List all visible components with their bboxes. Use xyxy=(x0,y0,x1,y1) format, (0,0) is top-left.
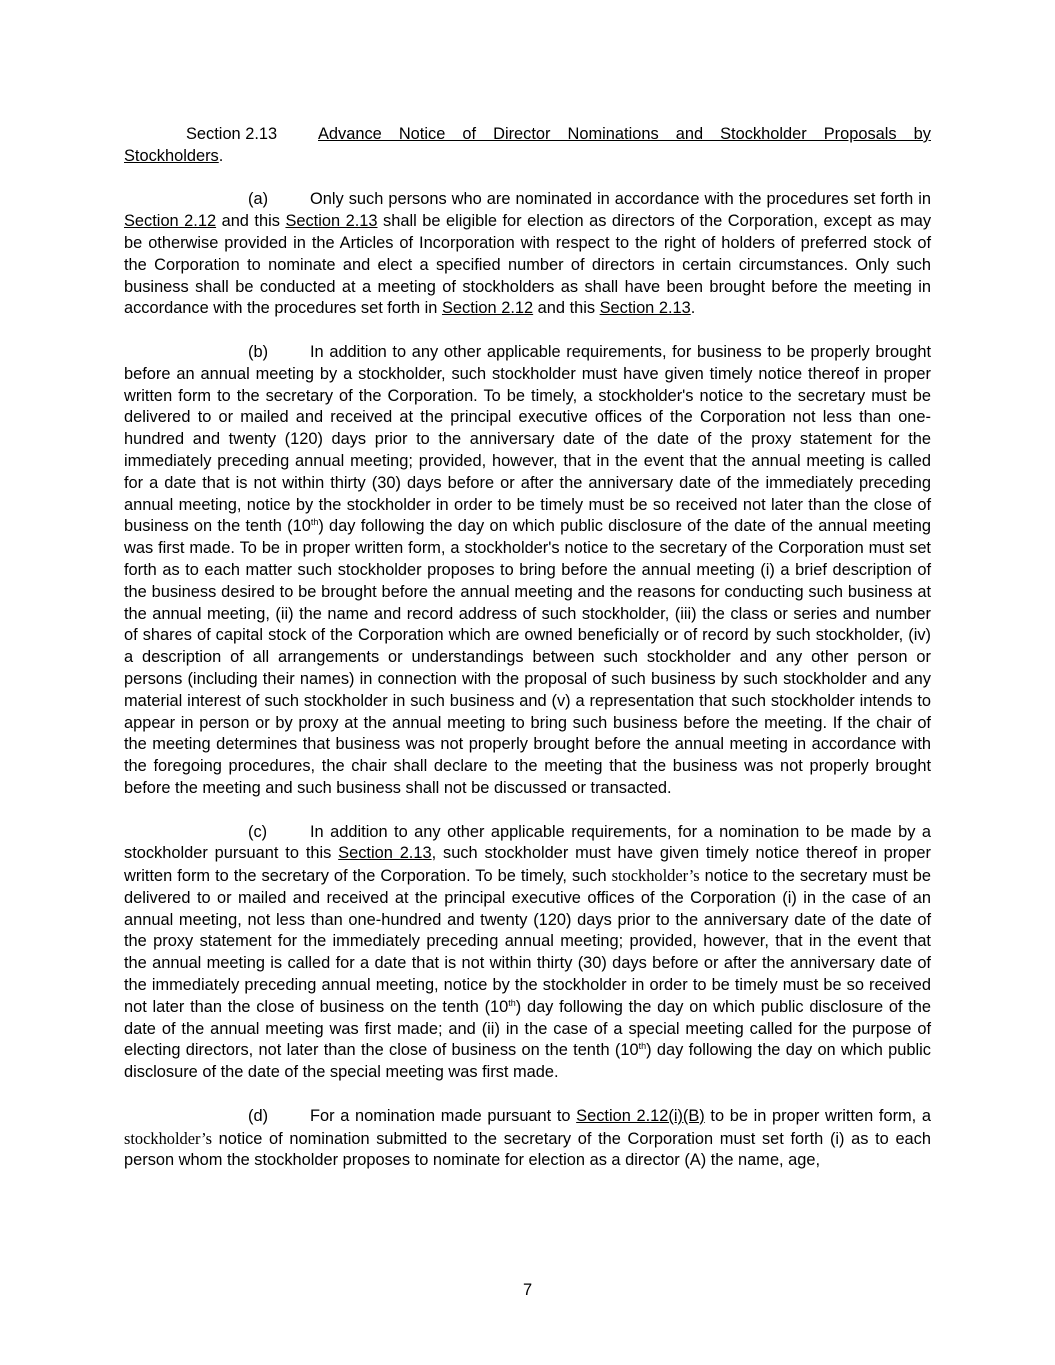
cross-reference: Section 2.12(i)(B) xyxy=(576,1106,705,1125)
paragraph-label: (c) xyxy=(248,822,268,841)
cross-reference: Section 2.12 xyxy=(124,212,217,231)
paragraph-label: (a) xyxy=(248,190,269,209)
page-number: 7 xyxy=(522,1281,533,1299)
section-heading: Section 2.13 Advance Notice of Director Nominations and Stockholder Proposals by Stockholders. xyxy=(124,125,931,165)
cross-reference: Section 2.13 xyxy=(338,844,432,863)
document-page xyxy=(124,124,931,1194)
paragraph-a: (a) Only such persons who are nominated in accordance with the procedures set forth in Section 2.12 and this Section 2.13 shall be eligible for election as directors of the Corporation, except as may be otherwise provided in the Articles of Incorporation with respect to the right of holders of preferred stock of the Corporation to nominate and elect a specified number of directors in certain circumstances. Only such business shall be conducted at a meeting of stockholders as shall have been brought before the meeting in accordance with the procedures set forth in Section 2.12 and this Section 2.13. xyxy=(124,190,932,318)
cross-reference: Section 2.12 xyxy=(441,299,534,318)
cross-reference: Section 2.13 xyxy=(285,212,378,231)
ordinal-superscript: th xyxy=(508,997,516,1008)
paragraph-d: (d) For a nomination made pursuant to Section 2.12(i)(B) to be in proper written form, a stockholder’s notice of nomination submitted to the secretary of the Corporation must set forth (i) as to each person whom the stockholder proposes to nominate for election as a director (A) the name, age, xyxy=(124,1106,931,1170)
cross-reference: Section 2.13 xyxy=(599,299,691,318)
paragraph-b: (b) In addition to any other applicable requirements, for business to be properly brought before an annual meeting by a stockholder, such stockholder must have given timely notice thereof in proper written form to the secretary of the Corporation. To be timely, a stockholder's notice to the secretary must be delivered to or mailed and received at the principal executive offices of the Corporation not less than one-hundred and twenty (120) days prior to the anniversary date of the date of the proxy statement for the immediately preceding annual meeting; provided, however, that in the event that the annual meeting is called for a date that is not within thirty (30) days before or after the anniversary date of the immediately preceding annual meeting, notice by the stockholder in order to be timely must be so received not later than the close of business on the tenth (10th) day following the day on which public disclosure of the date of the annual meeting was first made. To be in proper written form, a stockholder's notice to the secretary of the Corporation must set forth as to each matter such stockholder proposes to bring before the annual meeting (i) a brief description of the business desired to be brought before the annual meeting and the reasons for conducting such business at the annual meeting, (ii) the name and record address of such stockholder, (iii) the class or series and number of shares of capital stock of the Corporation which are owned beneficially or of record by such stockholder, (iv) a description of all arrangements or understandings between such stockholder and any other person or persons (including their names) in connection with the proposal of such business by such stockholder and any material interest of such stockholder in such business and (v) a representation that such stockholder intends to appear in person or by proxy at the annual meeting to bring such business before the meeting. If the chair of the meeting determines that business was not properly brought before the annual meeting in accordance with the foregoing procedures, the chair shall declare to the meeting that the business was not properly brought before the meeting and such business shall not be discussed or transacted. xyxy=(124,342,931,797)
ordinal-superscript: th xyxy=(310,517,319,528)
paragraph-label: (b) xyxy=(248,342,269,361)
section-title: Advance Notice of Director Nominations and Stockholder Proposals by Stockholders xyxy=(124,125,931,165)
paragraph-c: (c) In addition to any other applicable requirements, for a nomination to be made by a stockholder pursuant to this Section 2.13, such stockholder must have given timely notice thereof in proper written form to the secretary of the Corporation. To be timely, such stockholder’s notice to the secretary must be delivered to or mailed and received at the principal executive offices of the Corporation (i) in the case of an annual meeting, not less than one-hundred and twenty (120) days prior to the anniversary date of the date of the proxy statement for the immediately preceding annual meeting; provided, however, that in the event that the annual meeting is called for a date that is not within thirty (30) days before or after the anniversary date of the immediately preceding annual meeting, notice by the stockholder in order to be timely must be so received not later than the close of business on the tenth (10th) day following the day on which public disclosure of the date of the annual meeting was first made; and (ii) in the case of a special meeting called for the purpose of electing directors, not later than the close of business on the tenth (10th) day following the day on which public disclosure of the date of the special meeting was first made. xyxy=(124,822,932,1082)
ordinal-superscript: th xyxy=(638,1041,647,1052)
paragraph-label: (d) xyxy=(248,1106,269,1125)
section-number: Section 2.13 xyxy=(186,125,278,143)
